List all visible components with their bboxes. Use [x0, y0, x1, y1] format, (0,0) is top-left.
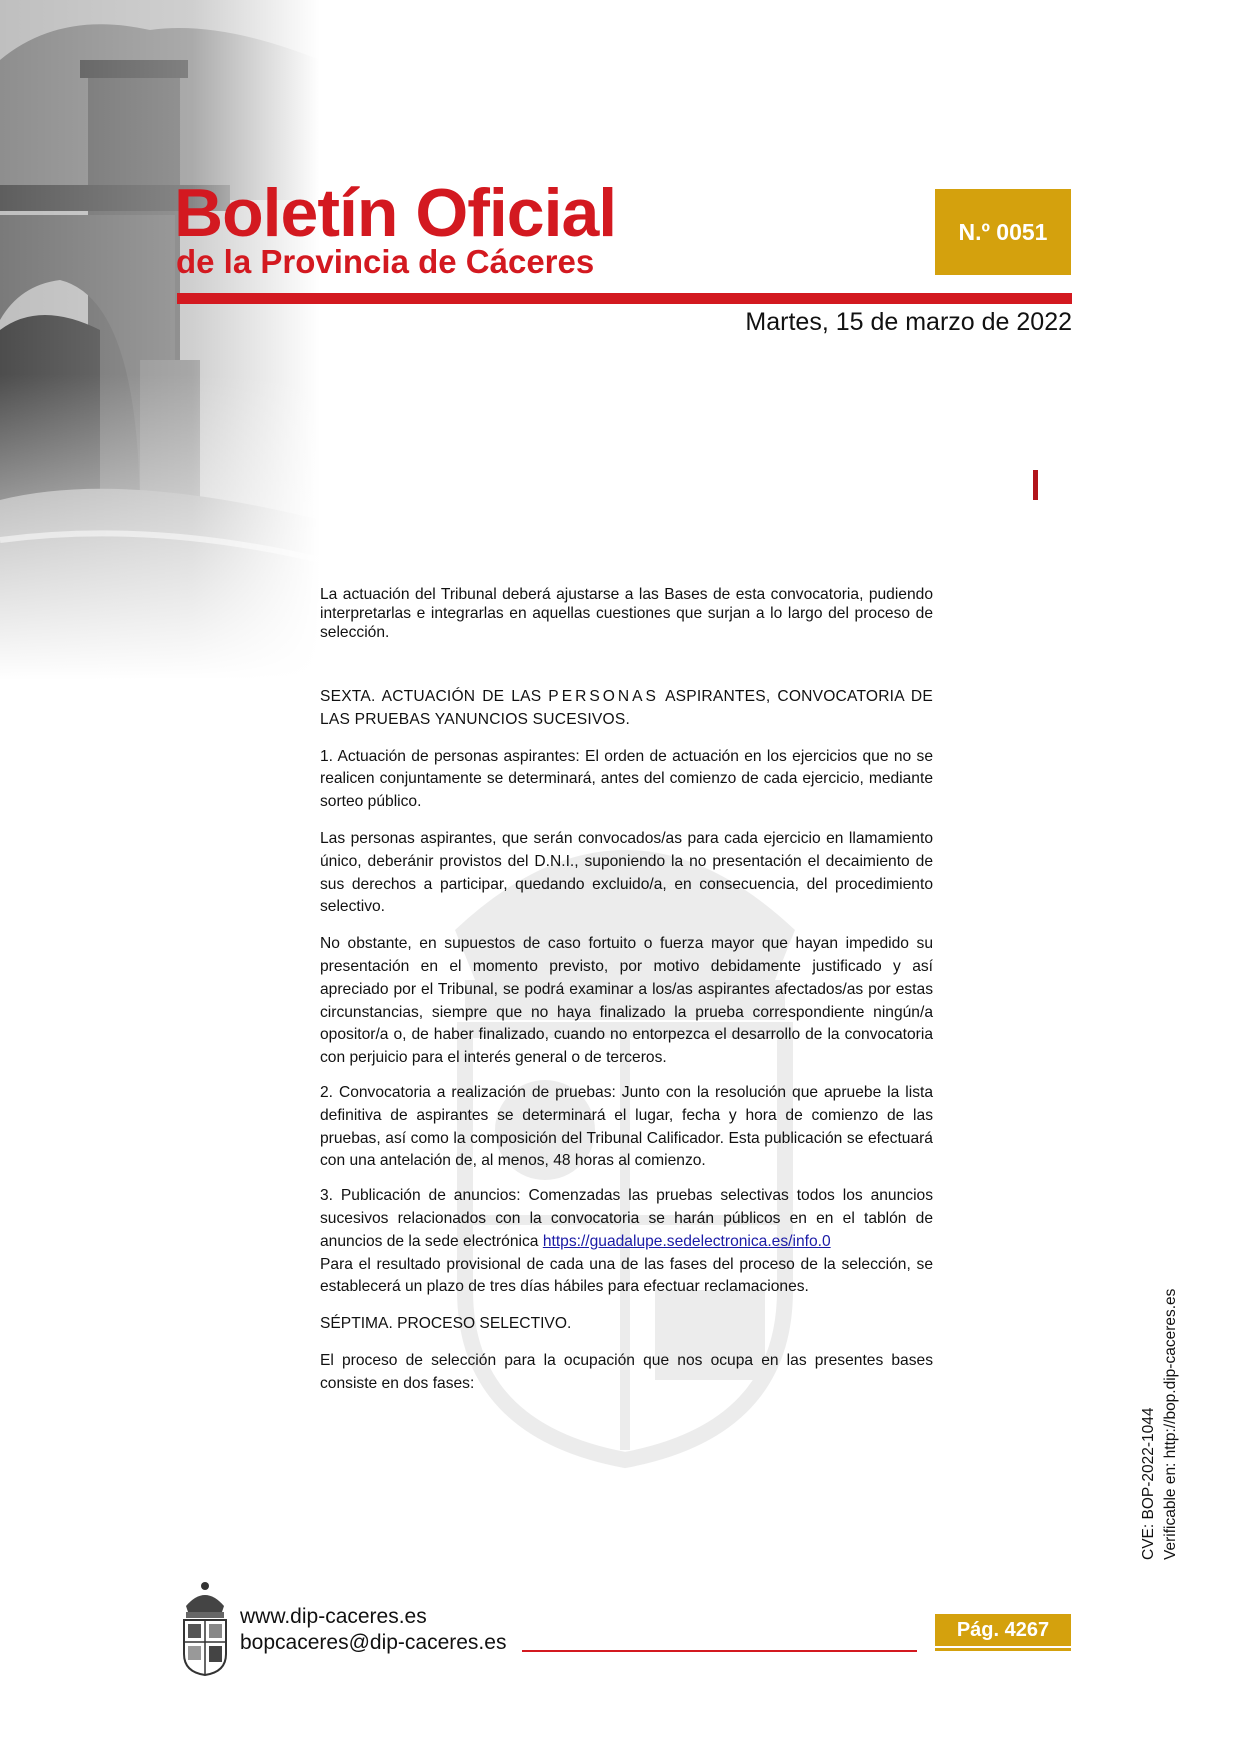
section-heading-sexta — [320, 686, 933, 732]
footer-email-link[interactable]: bopcaceres@dip-caceres.es — [240, 1631, 507, 1654]
item-1-paragraph: 1. Actuación de personas aspirantes: El orden de actuación en los ejercicios que no se realicen conjuntamente se determinará, antes del comienzo de cada ejercicio, mediante sorteo público. — [320, 747, 933, 811]
item-2-paragraph: 2. Convocatoria a realización de pruebas: Junto con la resolución que apruebe la lista definitiva de aspirantes se determinará el lugar, fecha y hora de comienzo de las pruebas, así como la composición del Tribunal Calificador. Esta publicación se efectuará con una antelación de, al menos, 48 horas al comienzo. — [320, 1083, 933, 1170]
accent-mark — [1033, 470, 1038, 500]
page-number-underline — [935, 1648, 1071, 1651]
page-number: Pág. 4267 — [956, 1618, 1050, 1641]
provincial-crest-icon — [178, 1580, 232, 1676]
sexta-heading-spaced: PERSONAS — [548, 688, 659, 705]
document-body — [320, 585, 933, 1396]
publication-date: Martes, 15 de marzo de 2022 — [745, 308, 1072, 336]
header-divider — [177, 293, 1072, 304]
verification-url[interactable]: Verificable en: http://bop.dip-caceres.es — [1162, 1288, 1179, 1560]
footer-contact — [240, 1604, 506, 1656]
sexta-heading-b: ASPIRANTES, CONVOCATORIA DE LAS PRUEBAS YANUNCIOS SUCESIVOS. — [320, 688, 933, 728]
bulletin-subtitle: de la Provincia de Cáceres — [176, 243, 595, 280]
bulletin-title: Boletín Oficial — [174, 175, 617, 251]
paragraph-3: No obstante, en supuestos de caso fortuito o fuerza mayor que hayan impedido su presentación en el momento previsto, por motivo debidamente justificado y así apreciado por el Tribunal, se podrá examinar a los/as aspirantes afectados/as por estas circunstancias, siempre que no haya finalizado la prueba correspondiente ningún/a opositor/a o, de haber finalizado, cuando no entorpezca el desarrollo de la convocatoria con perjuicio para el interés general o de terceros. — [320, 935, 933, 1067]
side-verification-text — [1138, 1289, 1182, 1560]
page-number-badge — [935, 1614, 1071, 1646]
footer-website-link[interactable]: www.dip-caceres.es — [240, 1605, 427, 1628]
item-3-paragraph — [320, 1185, 933, 1253]
issue-number-badge — [935, 189, 1071, 275]
item-3-followup: Para el resultado provisional de cada una de las fases del proceso de la selección, se establecerá un plazo de tres días hábiles para efectuar reclamaciones. — [320, 1255, 933, 1296]
paragraph-2: Las personas aspirantes, que serán convocados/as para cada ejercicio en llamamiento único, deberánir provistos del D.N.I., suponiendo la no presentación el decaimiento de sus derechos a participar, quedando excluido/a, en consecuencia, del procedimiento selectivo. — [320, 829, 933, 916]
footer-divider — [522, 1650, 917, 1652]
issue-number: N.º 0051 — [958, 218, 1048, 245]
cve-code: CVE: BOP-2022-1044 — [1140, 1407, 1157, 1560]
septima-paragraph: El proceso de selección para la ocupación que nos ocupa en las presentes bases consiste en dos fases: — [320, 1351, 933, 1392]
sede-electronica-link[interactable]: https://guadalupe.sedelectronica.es/info.0 — [542, 1232, 831, 1250]
header-bridge-photo — [0, 0, 320, 680]
intro-paragraph: La actuación del Tribunal deberá ajustarse a las Bases de esta convocatoria, pudiendo interpretarlas e integrarlas en aquellas cuestiones que surjan a lo largo del proceso de selección. — [320, 586, 933, 641]
section-heading-septima: SÉPTIMA. PROCESO SELECTIVO. — [320, 1315, 572, 1333]
sexta-heading-a: SEXTA. ACTUACIÓN DE LAS — [320, 688, 542, 705]
item-3-text: 3. Publicación de anuncios: Comenzadas las pruebas selectivas todos los anuncios sucesivos relacionados con la convocatoria se harán públicos en en el tablón de anuncios de la sede electrónica — [320, 1187, 933, 1250]
